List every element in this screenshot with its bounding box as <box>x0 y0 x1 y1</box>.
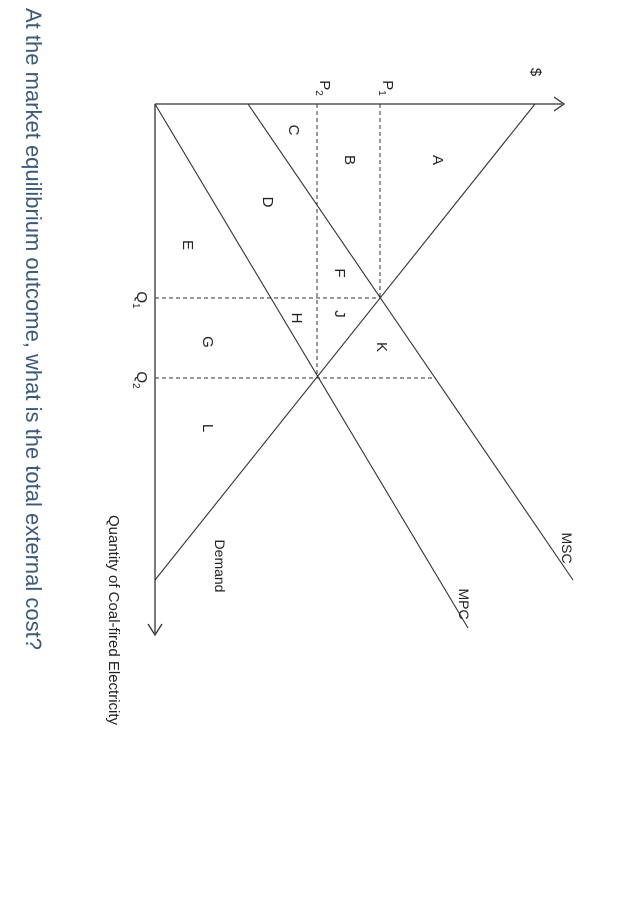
area-c-label: C <box>285 124 302 136</box>
question <box>20 8 46 650</box>
area-l-label: L <box>199 423 216 433</box>
area-h-label: H <box>288 312 305 324</box>
question-text: At the market equilibrium outcome, what is the total external cost? <box>21 8 46 650</box>
area-d-label: D <box>259 196 276 208</box>
demand-label: Demand <box>212 539 228 593</box>
price-axis-label: $ <box>527 67 544 77</box>
area-e-label: E <box>179 239 196 251</box>
mpc-label: MPC <box>456 588 472 620</box>
area-b-label: B <box>341 154 358 166</box>
area-a-label: A <box>429 154 446 166</box>
svg-text:Q2: $Q_2$ <box>130 371 150 389</box>
area-g-label: G <box>199 336 216 348</box>
area-f-label: F <box>331 268 348 278</box>
svg-text:Q1: $Q_1$ <box>130 291 150 309</box>
msc-label: MSC <box>559 532 575 564</box>
svg-text:P2: $P_2$ <box>313 80 333 96</box>
area-j-label: J <box>331 310 348 318</box>
area-k-label: K <box>373 341 390 353</box>
quantity-axis-label: Quantity of Coal-fired Electricity <box>105 514 122 726</box>
svg-text:P1: $P_1$ <box>376 80 396 96</box>
